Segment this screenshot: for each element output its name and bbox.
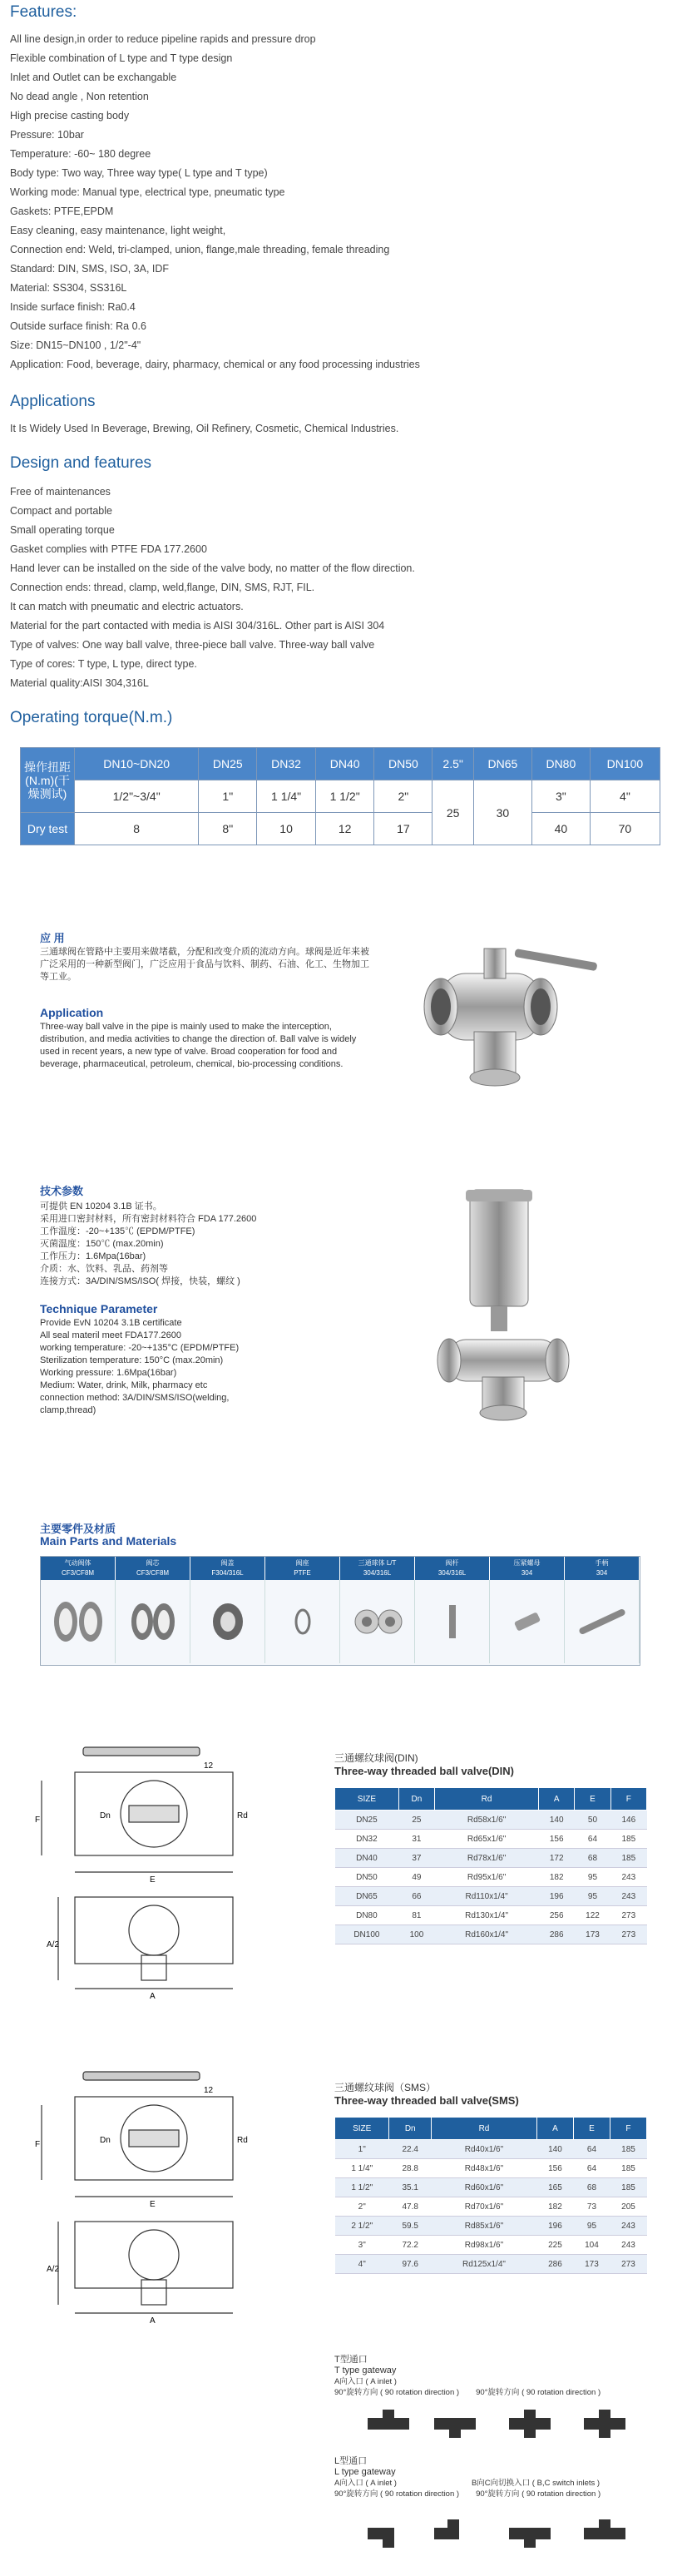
applications-text-wrap xyxy=(10,419,398,438)
parts-header-cell: 压紧螺母 304 xyxy=(490,1557,565,1580)
sms-cell: 196 xyxy=(536,2217,573,2236)
torque-header: DN32 xyxy=(257,748,316,780)
din-cell: 95 xyxy=(575,1887,610,1906)
torque-value: 12 xyxy=(315,813,374,845)
feature-item: Pressure: 10bar xyxy=(10,129,84,141)
parts-header-row xyxy=(41,1557,640,1580)
features-list xyxy=(10,30,420,374)
din-cell: Rd78x1/6" xyxy=(435,1849,539,1868)
sms-cell: 72.2 xyxy=(389,2236,432,2255)
l-rot-b: 90°旋转方向 ( 90 rotation direction ) xyxy=(476,2489,601,2499)
sms-cell: 28.8 xyxy=(389,2159,432,2178)
table-row xyxy=(335,1906,647,1925)
design-item: Free of maintenances xyxy=(10,486,111,498)
design-list xyxy=(10,483,415,693)
feature-item: Easy cleaning, easy maintenance, light weight, xyxy=(10,225,226,236)
parts-icons-row xyxy=(41,1580,640,1663)
sms-cell: 273 xyxy=(610,2255,646,2274)
sms-cell: 185 xyxy=(610,2140,646,2159)
l-gateway-en: L type gateway xyxy=(334,2467,396,2477)
parts-header-cell: 阀杆 304/316L xyxy=(415,1557,490,1580)
din-dimension-drawing xyxy=(17,1731,291,2005)
sms-cell: 47.8 xyxy=(389,2197,432,2217)
feature-item: Gaskets: PTFE,EPDM xyxy=(10,206,114,217)
din-cell: 95 xyxy=(575,1868,610,1887)
sms-cell: 97.6 xyxy=(389,2255,432,2274)
part-seat-icon xyxy=(265,1580,340,1663)
tech-en-line: connection method: 3A/DIN/SMS/ISO(welding, xyxy=(40,1393,230,1403)
din-cell: 273 xyxy=(610,1925,646,1944)
torque-header: DN65 xyxy=(473,748,531,780)
t-gateway-en: T type gateway xyxy=(334,2365,397,2375)
din-cell: DN100 xyxy=(335,1925,399,1944)
sms-cell: 225 xyxy=(536,2236,573,2255)
feature-item: Application: Food, beverage, dairy, pharmacy, chemical or any food processing industries xyxy=(10,359,420,370)
tech-cn-line: 连接方式：3A/DIN/SMS/ISO( 焊接，快装，螺纹 ) xyxy=(40,1276,240,1286)
din-cell: 243 xyxy=(610,1887,646,1906)
sms-dim-12: 12 xyxy=(204,2086,214,2095)
torque-inch: 1 1/2" xyxy=(315,780,374,813)
din-cell: Rd95x1/6" xyxy=(435,1868,539,1887)
din-cell: 256 xyxy=(539,1906,575,1925)
din-dim-rd: Rd xyxy=(237,1811,248,1821)
part-cover-icon xyxy=(190,1580,265,1663)
design-item: Hand lever can be installed on the side of the valve body, no matter of the flow direction. xyxy=(10,562,415,574)
table-row xyxy=(335,1830,647,1849)
din-cell: 140 xyxy=(539,1811,575,1830)
tech-en-line: Sterilization temperature: 150°C (max.20min) xyxy=(40,1355,224,1365)
torque-row-header: 操作扭距(N.m)(干燥测试) xyxy=(21,748,75,813)
t-a-inlet: A向入口 ( A inlet ) xyxy=(334,2377,397,2386)
part-body-icon xyxy=(41,1580,116,1663)
sms-dimension-drawing xyxy=(17,2055,291,2330)
t-rot-a: 90°旋转方向 ( 90 rotation direction ) xyxy=(334,2388,460,2397)
design-title: Design and features xyxy=(10,454,152,472)
t-gateway-cn: T型通口 xyxy=(334,2355,368,2365)
din-header-cell: A xyxy=(539,1788,575,1811)
torque-inch: 3" xyxy=(531,780,590,813)
tech-en-line: Working pressure: 1.6Mpa(16bar) xyxy=(40,1368,177,1378)
en-application-title: Application xyxy=(40,1006,104,1019)
din-cell: 100 xyxy=(398,1925,434,1944)
feature-item: Size: DN15~DN100 , 1/2"-4" xyxy=(10,339,141,351)
din-cell: 286 xyxy=(539,1925,575,1944)
torque-header: DN10~DN20 xyxy=(75,748,199,780)
sms-cell: 156 xyxy=(536,2159,573,2178)
feature-item: Material: SS304, SS316L xyxy=(10,282,127,294)
design-item: Small operating torque xyxy=(10,524,115,536)
torque-value: 17 xyxy=(374,813,432,845)
table-row xyxy=(335,2140,647,2159)
torque-header: DN40 xyxy=(315,748,374,780)
tech-cn-line: 采用进口密封材料，所有密封材料符合 FDA 177.2600 xyxy=(40,1214,257,1224)
torque-inch: 4" xyxy=(590,780,660,813)
sms-cell: 243 xyxy=(610,2217,646,2236)
sms-header-cell: E xyxy=(573,2118,610,2140)
sms-dim-f: F xyxy=(35,2140,41,2149)
torque-merged-30: 30 xyxy=(473,780,531,845)
tech-en-line: working temperature: -20~+135°C (EPDM/PTFE) xyxy=(40,1343,240,1353)
part-handle-icon xyxy=(565,1580,640,1663)
design-item: Connection ends: thread, clamp, weld,flange, DIN, SMS, RJT, FIL. xyxy=(10,582,315,593)
torque-dry-label: Dry test xyxy=(21,813,75,845)
t-rot-b: 90°旋转方向 ( 90 rotation direction ) xyxy=(476,2388,601,2397)
tech-cn-lines xyxy=(40,1201,356,1288)
din-dim-a2: A/2 xyxy=(47,1940,60,1949)
tech-en-line: All seal materil meet FDA177.2600 xyxy=(40,1330,181,1340)
sms-cell: 182 xyxy=(536,2197,573,2217)
din-cell: 122 xyxy=(575,1906,610,1925)
tech-en-line: Provide EvN 10204 3.1B certificate xyxy=(40,1318,182,1328)
torque-inch: 1 1/4" xyxy=(257,780,316,813)
din-cell: Rd65x1/6" xyxy=(435,1830,539,1849)
sms-dim-a2: A/2 xyxy=(47,2265,60,2274)
design-item: Type of cores: T type, L type, direct type. xyxy=(10,658,197,670)
table-row xyxy=(335,1887,647,1906)
sms-dim-e: E xyxy=(150,2200,156,2209)
table-row xyxy=(335,1925,647,1944)
parts-header-cell: 三通球体 L/T 304/316L xyxy=(340,1557,415,1580)
torque-inch: 1/2"~3/4" xyxy=(75,780,199,813)
design-item: It can match with pneumatic and electric actuators. xyxy=(10,601,244,612)
feature-item: Working mode: Manual type, electrical type, pneumatic type xyxy=(10,186,285,198)
tech-cn-line: 可提供 EN 10204 3.1B 证书。 xyxy=(40,1201,162,1211)
din-cell: DN65 xyxy=(335,1887,399,1906)
table-row xyxy=(335,1868,647,1887)
din-dim-a: A xyxy=(150,1992,156,2001)
design-item: Material for the part contacted with media is AISI 304/316L. Other part is AISI 304 xyxy=(10,620,385,632)
sms-dim-a: A xyxy=(150,2316,156,2326)
feature-item: Flexible combination of L type and T type design xyxy=(10,52,233,64)
torque-inch: 2" xyxy=(374,780,432,813)
din-cell: 49 xyxy=(398,1868,434,1887)
torque-value: 70 xyxy=(590,813,660,845)
sms-dim-dn: Dn xyxy=(100,2136,111,2145)
sms-header-cell: F xyxy=(610,2118,646,2140)
torque-header: 2.5" xyxy=(432,748,474,780)
din-cell: 185 xyxy=(610,1830,646,1849)
sms-cell: 243 xyxy=(610,2236,646,2255)
sms-cell: 68 xyxy=(573,2178,610,2197)
din-cell: 185 xyxy=(610,1849,646,1868)
sms-title-en: Three-way threaded ball valve(SMS) xyxy=(334,2094,519,2107)
feature-item: Temperature: -60~ 180 degree xyxy=(10,148,151,160)
table-row xyxy=(335,1849,647,1868)
torque-title: Operating torque(N.m.) xyxy=(10,709,173,726)
design-item: Compact and portable xyxy=(10,505,112,517)
part-stem-icon xyxy=(415,1580,490,1663)
din-header-cell: Rd xyxy=(435,1788,539,1811)
part-ball-icon xyxy=(340,1580,415,1663)
tech-en-line: clamp,thread) xyxy=(40,1405,96,1415)
parts-header-cell: 手柄 304 xyxy=(565,1557,640,1580)
din-cell: 182 xyxy=(539,1868,575,1887)
table-row xyxy=(335,2255,647,2274)
din-cell: DN40 xyxy=(335,1849,399,1868)
sms-cell: 140 xyxy=(536,2140,573,2159)
torque-value: 8 xyxy=(75,813,199,845)
sms-cell: 64 xyxy=(573,2159,610,2178)
sms-cell: 64 xyxy=(573,2140,610,2159)
sms-cell: 104 xyxy=(573,2236,610,2255)
sms-cell: 22.4 xyxy=(389,2140,432,2159)
sms-header-cell: SIZE xyxy=(335,2118,389,2140)
sms-header-cell: Dn xyxy=(389,2118,432,2140)
din-title-en: Three-way threaded ball valve(DIN) xyxy=(334,1765,515,1777)
din-header-cell: Dn xyxy=(398,1788,434,1811)
torque-header: DN25 xyxy=(199,748,257,780)
din-header-cell: E xyxy=(575,1788,610,1811)
sms-cell: 3" xyxy=(335,2236,389,2255)
sms-cell: Rd98x1/6" xyxy=(432,2236,537,2255)
sms-cell: Rd70x1/6" xyxy=(432,2197,537,2217)
sms-cell: 1 1/4" xyxy=(335,2159,389,2178)
din-title-block xyxy=(334,1752,514,1777)
l-bc-inlet: B向C向切换入口 ( B,C switch inlets ) xyxy=(471,2479,601,2488)
din-cell: DN50 xyxy=(335,1868,399,1887)
sms-cell: 173 xyxy=(573,2255,610,2274)
parts-header-cell: 阀座 PTFE xyxy=(265,1557,340,1580)
tech-cn-line: 灭菌温度：150℃ (max.20min) xyxy=(40,1239,164,1249)
sms-cell: 165 xyxy=(536,2178,573,2197)
l-rot-a: 90°旋转方向 ( 90 rotation direction ) xyxy=(334,2489,460,2499)
tech-cn-title: 技术参数 xyxy=(40,1185,84,1197)
din-dim-f: F xyxy=(35,1816,41,1825)
din-cell: 68 xyxy=(575,1849,610,1868)
feature-item: Outside surface finish: Ra 0.6 xyxy=(10,320,146,332)
sms-cell: Rd40x1/6" xyxy=(432,2140,537,2159)
sms-cell: 1" xyxy=(335,2140,389,2159)
applications-text: It Is Widely Used In Beverage, Brewing, Oil Refinery, Cosmetic, Chemical Industries. xyxy=(10,423,399,434)
torque-inch: 1" xyxy=(199,780,257,813)
din-dim-dn: Dn xyxy=(100,1811,111,1821)
din-table xyxy=(334,1787,647,1944)
sms-cell: 286 xyxy=(536,2255,573,2274)
parts-title-cn: 主要零件及材质 xyxy=(40,1523,116,1535)
l-gateway-block xyxy=(334,2456,601,2499)
din-cell: 156 xyxy=(539,1830,575,1849)
en-application-text: Three-way ball valve in the pipe is mainly used to make the interception, distribution, and media activities to change the direction of. Ball valve is widely used in recent years, a new type of valve. Broad cooperation for food and beverage, pharmaceutical, petroleum, chemical, bio-processing conditions. xyxy=(40,1022,357,1069)
din-cell: 66 xyxy=(398,1887,434,1906)
torque-header: DN80 xyxy=(531,748,590,780)
feature-item: All line design,in order to reduce pipeline rapids and pressure drop xyxy=(10,33,316,45)
din-cell: 146 xyxy=(610,1811,646,1830)
din-cell: DN32 xyxy=(335,1830,399,1849)
torque-value: 10 xyxy=(257,813,316,845)
tech-block xyxy=(40,1185,356,1417)
feature-item: Inside surface finish: Ra0.4 xyxy=(10,301,136,313)
feature-item: Standard: DIN, SMS, ISO, 3A, IDF xyxy=(10,263,170,275)
sms-cell: 35.1 xyxy=(389,2178,432,2197)
parts-title-en: Main Parts and Materials xyxy=(40,1534,177,1548)
torque-header: DN100 xyxy=(590,748,660,780)
application-block xyxy=(40,932,373,1071)
applications-title: Applications xyxy=(10,393,96,410)
table-row xyxy=(335,2159,647,2178)
din-cell: 64 xyxy=(575,1830,610,1849)
parts-header-cell: 阀芯 CF3/CF8M xyxy=(116,1557,190,1580)
din-cell: 50 xyxy=(575,1811,610,1830)
design-item: Material quality:AISI 304,316L xyxy=(10,677,149,689)
sms-cell: Rd85x1/6" xyxy=(432,2217,537,2236)
tech-en-lines xyxy=(40,1317,356,1417)
part-core-icon xyxy=(116,1580,190,1663)
sms-cell: Rd60x1/6" xyxy=(432,2178,537,2197)
feature-item: No dead angle , Non retention xyxy=(10,91,149,102)
din-cell: Rd110x1/4" xyxy=(435,1887,539,1906)
tech-en-line: Medium: Water, drink, Milk, pharmacy etc xyxy=(40,1380,208,1390)
sms-title-cn: 三通螺纹球阀（SMS） xyxy=(334,2082,437,2093)
torque-value: 40 xyxy=(531,813,590,845)
din-cell: Rd58x1/6" xyxy=(435,1811,539,1830)
din-cell: 81 xyxy=(398,1906,434,1925)
torque-table xyxy=(20,747,660,845)
table-row xyxy=(335,2236,647,2255)
sms-cell: 59.5 xyxy=(389,2217,432,2236)
pneumatic-valve-image xyxy=(424,1181,582,1431)
sms-cell: 95 xyxy=(573,2217,610,2236)
parts-title-block xyxy=(40,1523,176,1548)
din-cell: 172 xyxy=(539,1849,575,1868)
sms-cell: Rd125x1/4" xyxy=(432,2255,537,2274)
table-row xyxy=(335,2217,647,2236)
tech-cn-line: 工作温度：-20~+135℃ (EPDM/PTFE) xyxy=(40,1226,195,1236)
sms-cell: 185 xyxy=(610,2178,646,2197)
din-dim-e: E xyxy=(150,1875,156,1885)
sms-dim-rd: Rd xyxy=(237,2136,248,2145)
din-cell: 25 xyxy=(398,1811,434,1830)
table-row xyxy=(335,1811,647,1830)
din-cell: 196 xyxy=(539,1887,575,1906)
t-gateway-block xyxy=(334,2355,601,2398)
part-nut-icon xyxy=(490,1580,565,1663)
design-item: Type of valves: One way ball valve, three-piece ball valve. Three-way ball valve xyxy=(10,639,375,651)
l-a-inlet: A向入口 ( A inlet ) xyxy=(334,2479,397,2488)
l-gateway-diagram xyxy=(334,2513,650,2554)
t-gateway-diagram xyxy=(334,2403,650,2445)
tech-cn-line: 工作压力：1.6Mpa(16bar) xyxy=(40,1251,146,1261)
feature-item: Connection end: Weld, tri-clamped, union, flange,male threading, female threading xyxy=(10,244,390,255)
din-cell: DN25 xyxy=(335,1811,399,1830)
din-cell: 31 xyxy=(398,1830,434,1849)
sms-cell: 73 xyxy=(573,2197,610,2217)
parts-table xyxy=(40,1556,640,1666)
feature-item: High precise casting body xyxy=(10,110,130,121)
torque-header: DN50 xyxy=(374,748,432,780)
din-cell: Rd130x1/4" xyxy=(435,1906,539,1925)
din-header-cell: F xyxy=(610,1788,646,1811)
tech-en-title: Technique Parameter xyxy=(40,1302,158,1315)
din-cell: 173 xyxy=(575,1925,610,1944)
feature-item: Body type: Two way, Three way type( L type and T type) xyxy=(10,167,268,179)
din-header-cell: SIZE xyxy=(335,1788,399,1811)
sms-table xyxy=(334,2117,647,2274)
three-way-valve-image xyxy=(391,924,607,1090)
l-gateway-cn: L型通口 xyxy=(334,2456,368,2466)
sms-cell: 2 1/2" xyxy=(335,2217,389,2236)
sms-header-cell: Rd xyxy=(432,2118,537,2140)
sms-cell: 205 xyxy=(610,2197,646,2217)
din-cell: 37 xyxy=(398,1849,434,1868)
din-cell: Rd160x1/4" xyxy=(435,1925,539,1944)
parts-header-cell: 气动阀体 CF3/CF8M xyxy=(41,1557,116,1580)
features-title: Features: xyxy=(10,3,77,21)
torque-merged-25: 25 xyxy=(432,780,474,845)
torque-value: 8" xyxy=(199,813,257,845)
sms-cell: Rd48x1/6" xyxy=(432,2159,537,2178)
sms-cell: 185 xyxy=(610,2159,646,2178)
table-row xyxy=(335,2197,647,2217)
cn-application-text: 三通球阀在管路中主要用来做堵截，分配和改变介质的流动方向。球阀是近年来被广泛采用的一种新型阀门，广泛应用于食品与饮料、制药、石油、化工、生物加工等工业。 xyxy=(40,947,369,982)
feature-item: Inlet and Outlet can be exchangable xyxy=(10,72,177,83)
din-cell: DN80 xyxy=(335,1906,399,1925)
sms-title-block xyxy=(334,2082,519,2107)
table-row xyxy=(335,2178,647,2197)
din-dim-12: 12 xyxy=(204,1761,214,1771)
design-item: Gasket complies with PTFE FDA 177.2600 xyxy=(10,543,207,555)
sms-header-cell: A xyxy=(536,2118,573,2140)
din-title-cn: 三通螺纹球阀(DIN) xyxy=(334,1752,418,1764)
sms-cell: 4" xyxy=(335,2255,389,2274)
din-cell: 243 xyxy=(610,1868,646,1887)
sms-cell: 1 1/2" xyxy=(335,2178,389,2197)
sms-cell: 2" xyxy=(335,2197,389,2217)
cn-application-title: 应 用 xyxy=(40,932,65,944)
din-cell: 273 xyxy=(610,1906,646,1925)
parts-header-cell: 阀盖 F304/316L xyxy=(190,1557,265,1580)
tech-cn-line: 介质：水、饮料、乳品、药剂等 xyxy=(40,1264,168,1274)
